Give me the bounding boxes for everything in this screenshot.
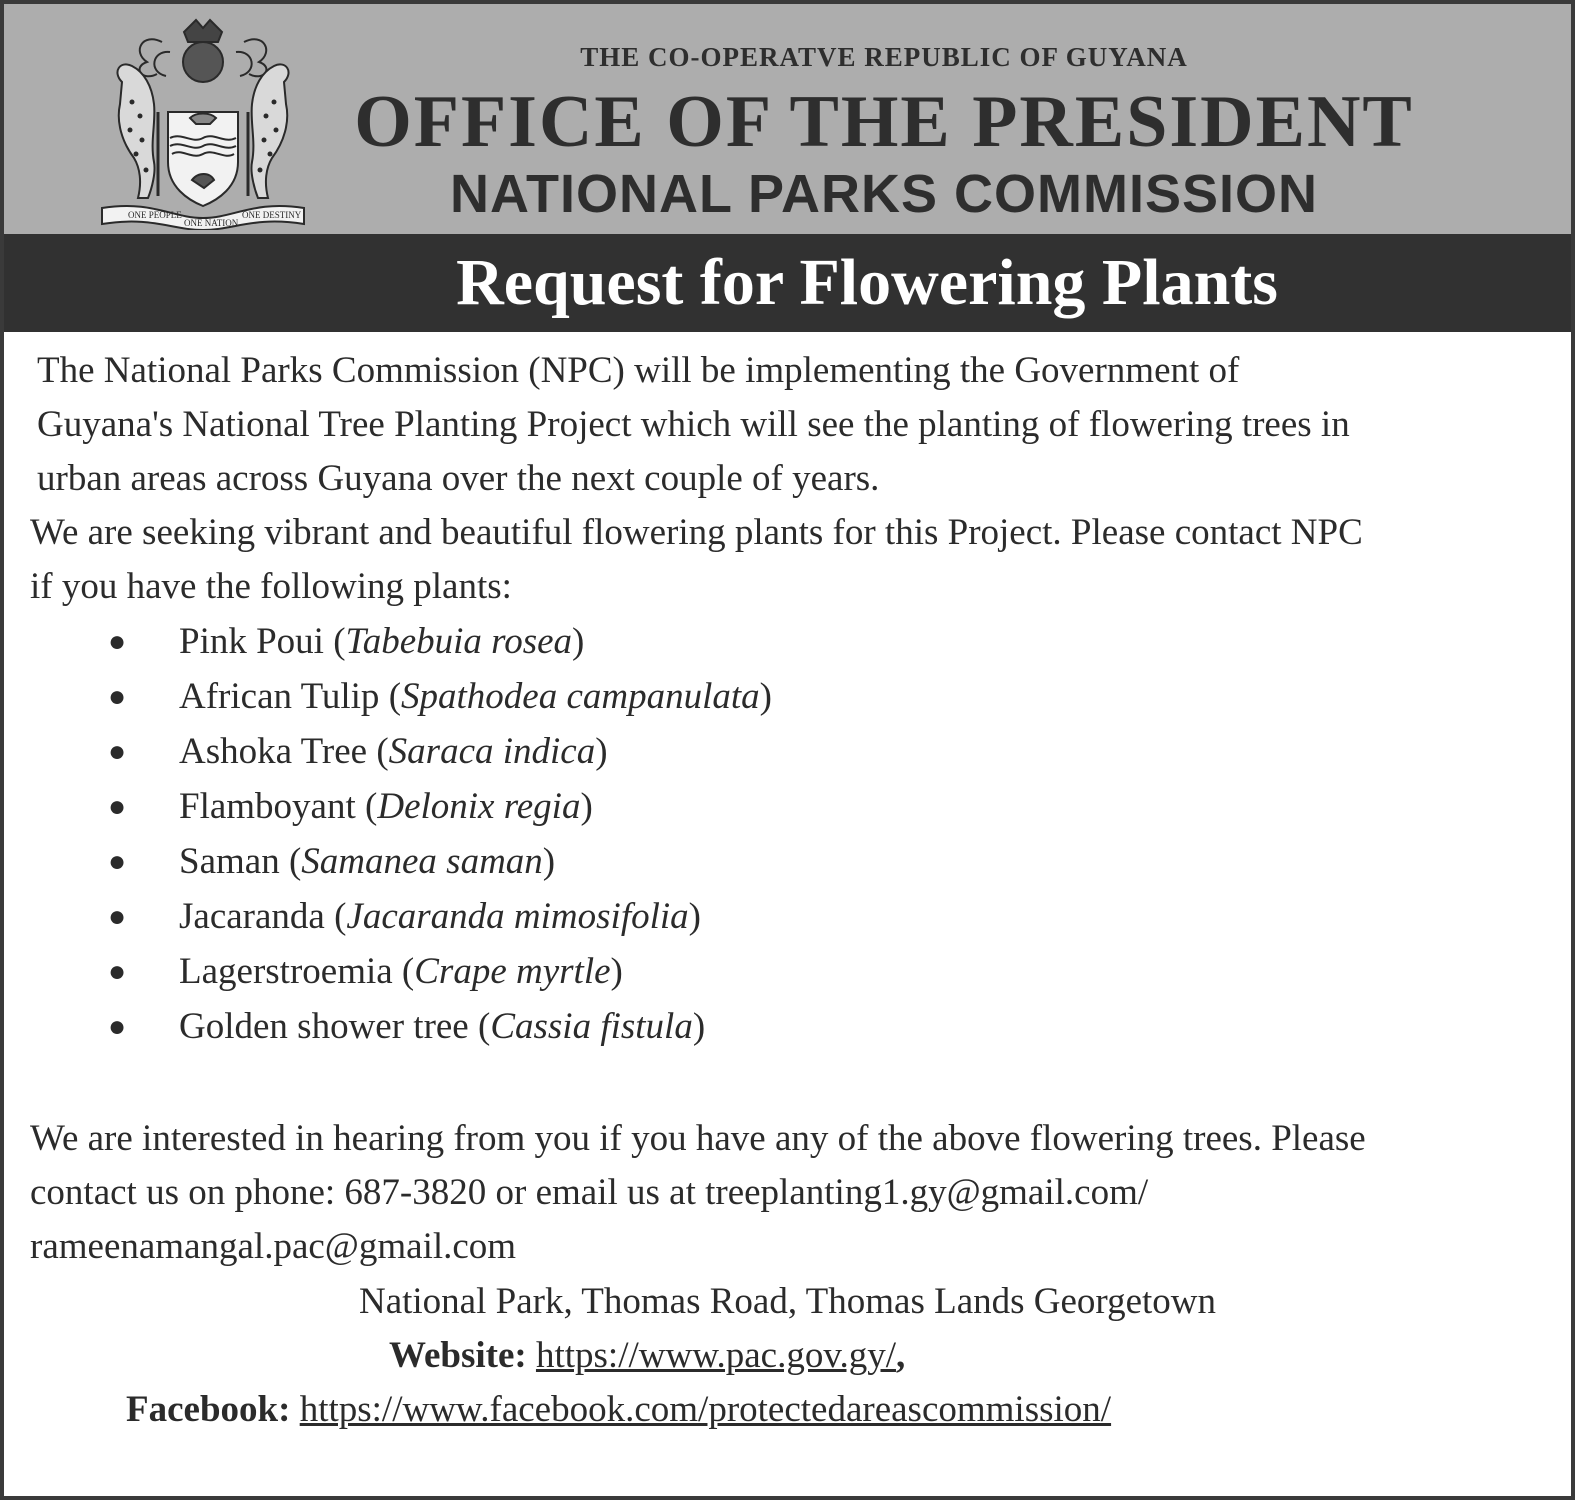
plant-common-name: Lagerstroemia <box>179 951 393 992</box>
contact-line-1: We are interested in hearing from you if you have any of the above flowering trees. Please <box>30 1118 1366 1159</box>
plant-common-name: Flamboyant <box>179 786 356 827</box>
banner-title: Request for Flowering Plants <box>456 246 1278 319</box>
bullet-icon: ● <box>108 900 127 933</box>
plant-common-name: Ashoka Tree <box>179 731 368 772</box>
plant-common-name: Saman <box>179 841 280 882</box>
website-line <box>389 1329 905 1383</box>
intro-paragraph <box>37 344 1537 506</box>
office-title: OFFICE OF THE PRESIDENT <box>354 81 1414 163</box>
bullet-icon: ● <box>108 1010 127 1043</box>
plant-scientific-name: Tabebuia rosea <box>345 621 573 662</box>
website-label: Website: <box>389 1335 527 1376</box>
address <box>4 1275 1571 1329</box>
intro-line-3: urban areas across Guyana over the next couple of years. <box>37 458 880 499</box>
plant-common-name: Golden shower tree <box>179 1006 469 1047</box>
bullet-icon: ● <box>108 680 127 713</box>
seeking-line-1: We are seeking vibrant and beautiful flowering plants for this Project. Please contact NPC <box>30 512 1363 553</box>
plant-common-name: African Tulip <box>179 676 380 717</box>
plant-scientific-name: Delonix regia <box>377 786 581 827</box>
plant-scientific-name: Crape myrtle <box>414 951 611 992</box>
contact-line-3: rameenamangal.pac@gmail.com <box>30 1226 517 1267</box>
intro-line-2: Guyana's National Tree Planting Project which will see the planting of flowering trees in <box>37 404 1350 445</box>
bullet-icon: ● <box>108 625 127 658</box>
bullet-icon: ● <box>108 735 127 768</box>
plant-scientific-name: Cassia fistula <box>490 1006 693 1047</box>
address-text: National Park, Thomas Road, Thomas Lands Georgetown <box>358 1281 1217 1322</box>
plant-common-name: Pink Poui <box>179 621 324 662</box>
bullet-icon: ● <box>108 955 127 988</box>
advertisement-frame: ONE PEOPLE ONE NATION ONE DESTINY THE CO-OPERATVE REPUBLIC OF GUYANA OFFICE OF THE PRESIDENT NATIONAL PARKS COMMISSION Request for Flowering Plants The National Parks Commission (NPC) will be implementing the Government of Guyana's National Tree Planting Project which will see the planting of flowering trees in urban areas across Guyana over the next couple of years. We are seeking vibrant and beautiful flowering plants for this Project. Please contact NPC if you have the following plants: ● Pink Poui (Tabebuia rosea) ● African Tulip (Spathodea campanulata) ● Ashoka Tree (Saraca indica) ● Flamboyant (Delonix regia) ● Saman (Samanea saman) ● Jacaranda (Jacaranda mimosifolia) ● Lagerstroemia (Crape myrtle) ● Golden shower tree (Cassia fistula) We are interested in hearing from you if you have any of the above flowering trees. Please contact us on phone: 687-3820 or email us at treeplanting1.gy@gmail.com/ rameenamangal.pac@gmail.com National Park, Thomas Road, Thomas Lands Georgetown Website: https://www.pac.gov.gy/, Facebook: https://www.facebook.com/protectedareascommission/ <box>0 0 1575 1500</box>
website-suffix: , <box>895 1335 906 1376</box>
plant-common-name: Jacaranda <box>179 896 325 937</box>
plant-scientific-name: Spathodea campanulata <box>401 676 760 717</box>
republic-title: THE CO-OPERATVE REPUBLIC OF GUYANA <box>580 42 1188 72</box>
intro-line-1: The National Parks Commission (NPC) will be implementing the Government of <box>37 350 1240 391</box>
plant-scientific-name: Saraca indica <box>388 731 596 772</box>
contact-paragraph <box>30 1112 1550 1274</box>
seeking-paragraph <box>30 506 1540 614</box>
crest-motto-2: ONE NATION <box>184 218 239 228</box>
header <box>4 4 1571 234</box>
contact-line-2: contact us on phone: 687-3820 or email us at treeplanting1.gy@gmail.com/ <box>30 1172 1149 1213</box>
crest-motto-1: ONE PEOPLE <box>128 210 182 220</box>
bullet-icon: ● <box>108 845 127 878</box>
bullet-icon: ● <box>108 790 127 823</box>
seeking-line-2: if you have the following plants: <box>30 566 512 607</box>
coat-of-arms-icon <box>92 12 314 230</box>
facebook-line <box>126 1383 1111 1437</box>
plant-scientific-name: Samanea saman <box>301 841 543 882</box>
facebook-label: Facebook: <box>126 1389 291 1430</box>
crest-motto-3: ONE DESTINY <box>242 210 302 220</box>
commission-title: NATIONAL PARKS COMMISSION <box>449 164 1318 224</box>
website-link[interactable]: https://www.pac.gov.gy/ <box>535 1335 896 1376</box>
title-banner <box>4 234 1571 332</box>
facebook-link[interactable]: https://www.facebook.com/protectedareascommission/ <box>299 1389 1112 1430</box>
plant-scientific-name: Jacaranda mimosifolia <box>346 896 689 937</box>
